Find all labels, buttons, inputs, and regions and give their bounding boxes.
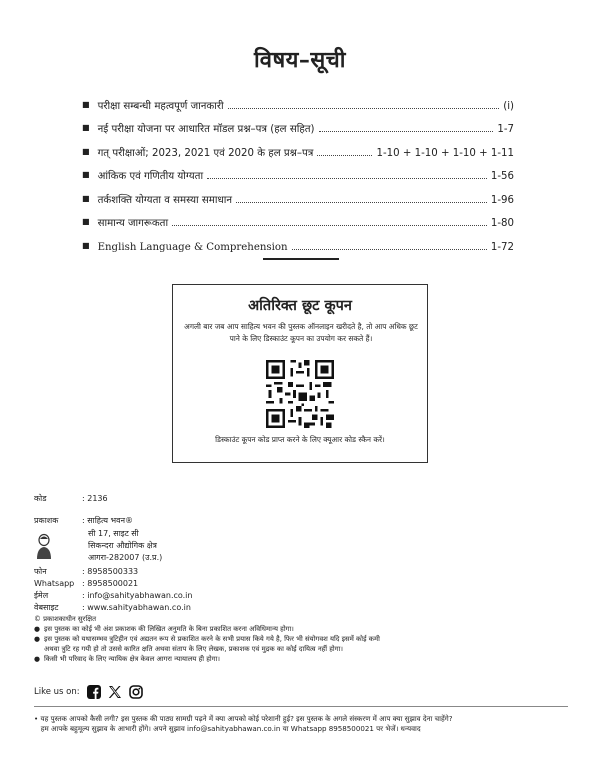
bullet-icon: • [34,714,39,723]
list-item [34,714,574,724]
toc-item-pages: 1-56 [490,171,514,182]
feedback-text: हम आपके बहुमूल्य सुझाव के आभारी होंगे। अपने सुझाव info@sahityabhawan.co.in या Whatsapp 8958500021 पर भेजें। धन्यवाद [40,724,421,733]
code-value: : 2136 [82,494,108,503]
table-of-contents [82,88,514,253]
toc-item-pages: 1-7 [497,124,514,135]
list-item [34,654,574,664]
toc-item[interactable] [82,112,514,136]
leader-dots [317,155,372,156]
toc-item-label: परीक्षा सम्बन्धी महत्वपूर्ण जानकारी [97,100,224,112]
qr-code-icon[interactable] [266,360,334,428]
leader-dots [207,178,487,179]
publisher-label: प्रकाशक [34,516,59,525]
phone-label: फोन [34,567,47,576]
coupon-instruction: डिस्काउंट कूपन कोड प्राप्त करने के लिए क्यूआर कोड स्कैन करें। [215,435,385,444]
address-line-1: सी 17, साइट सी [88,529,139,538]
bullet-icon: ■ [82,123,90,132]
leader-dots [292,249,487,250]
toc-item[interactable] [82,182,514,206]
toc-item-label: English Language & Comprehension [97,241,288,253]
list-item-continued [34,724,574,734]
toc-item-pages: 1-96 [490,194,514,206]
toc-item[interactable] [82,88,514,112]
discount-coupon-box [172,284,428,463]
website-label: वेबसाइट [34,603,59,612]
website-link[interactable]: : www.sahityabhawan.co.in [82,603,191,612]
instagram-icon[interactable] [129,685,143,699]
note-text: इस पुस्तक को यथासम्भव त्रुटिहीन एवं अद्यतन रूप से प्रकाशित करने के सभी प्रयास किये गये है, फिर भी संयोगवश यदि इसमें कोई कमी [44,635,380,643]
toc-item-pages: 1-80 [490,218,514,229]
publisher-name: : साहित्य भवन® [82,516,134,525]
leader-dots [172,225,487,226]
leader-dots [236,202,487,203]
email-label: ईमेल [34,591,49,600]
bullet-icon: ■ [82,146,90,156]
toc-item-label: सामान्य जागरूकता [97,218,169,229]
page-title: विषय–सूची [254,47,346,73]
bullet-icon: ● [34,635,41,643]
bullet-icon: ■ [82,99,90,109]
note-text: किसी भी परिवाद के लिए न्यायिक क्षेत्र केवल आगरा न्यायालय ही होगा। [44,655,220,663]
toc-item[interactable] [82,206,514,230]
toc-item-pages: 1-10 + 1-10 + 1-10 + 1-11 [376,147,514,159]
note-text: अथवा त्रुटि रह गयी हो तो उससे कारित क्षति अथवा संताप के लिए लेखक, प्रकाशक एवं मुद्रक का कोई दायित्व नहीं होगा। [44,645,343,653]
email-link[interactable]: : info@sahityabhawan.co.in [82,591,193,600]
bullet-icon: ■ [82,217,90,226]
bullet-icon: ■ [82,193,90,203]
list-item-continued [34,644,574,654]
bullet-icon: ■ [82,240,90,250]
address-line-2: सिकन्दरा औद्योगिक क्षेत्र [88,541,157,550]
legal-notes [34,614,574,664]
feedback-footer [34,714,574,734]
whatsapp-label: Whatsapp [34,579,75,588]
leader-dots [228,108,500,109]
copyright-notice: © प्रकाशकाधीन सुरक्षित [34,615,97,623]
toc-item-label: तर्कशक्ति योग्यता व समस्या समाधान [97,194,233,206]
note-text: इस पुस्तक का कोई भी अंश प्रकाशक की लिखित अनुमति के बिना प्रकाशित करना अविधिमान्य होगा। [44,625,294,633]
bullet-icon: ● [34,625,41,633]
section-divider [263,258,339,260]
bullet-icon: ● [34,655,41,663]
list-item [34,624,574,634]
toc-item-label: गत् परीक्षाओं; 2023, 2021 एवं 2020 के हल प्रश्न–पत्र [97,147,314,159]
toc-item-pages: (i) [503,100,514,112]
phone-value[interactable]: : 8958500333 [82,567,139,576]
toc-item-label: नई परीक्षा योजना पर आधारित मॉडल प्रश्न–पत्र (हल सहित) [97,124,315,135]
toc-item-label: आंकिक एवं गणितीय योग्यता [97,171,204,182]
facebook-icon[interactable] [87,685,101,699]
coupon-text: अगली बार जब आप साहित्य भवन की पुस्तक ऑनलाइन खरीदते है, तो आप अधिक छूट पाने के लिए डिस्काउंट कूपन का उपयोग कर सकते हैं। [184,322,418,343]
footer-divider [34,706,568,707]
coupon-title: अतिरिक्त छूट कूपन [248,298,352,314]
toc-item-pages: 1-72 [490,241,514,253]
social-label: Like us on: [34,687,80,697]
leader-dots [319,131,494,132]
code-label: कोड [34,494,47,503]
bullet-icon: ■ [82,170,90,179]
feedback-text: यह पुस्तक आपको कैसी लगी? इस पुस्तक की पाठ्य सामग्री पढ़ने में क्या आपको कोई परेशानी हुई? इस पुस्तक के अगले संस्करण में आप क्या सुझाव देना चाहेंगे? [40,714,453,723]
x-twitter-icon[interactable] [108,685,122,699]
whatsapp-value[interactable]: : 8958500021 [82,579,139,588]
social-links [34,682,143,702]
toc-item[interactable] [82,135,514,159]
publisher-logo-icon [35,533,53,559]
toc-item[interactable] [82,229,514,253]
toc-item[interactable] [82,159,514,183]
list-item [34,634,574,644]
address-line-3: आगरा-282007 (उ.प्र.) [88,553,163,562]
